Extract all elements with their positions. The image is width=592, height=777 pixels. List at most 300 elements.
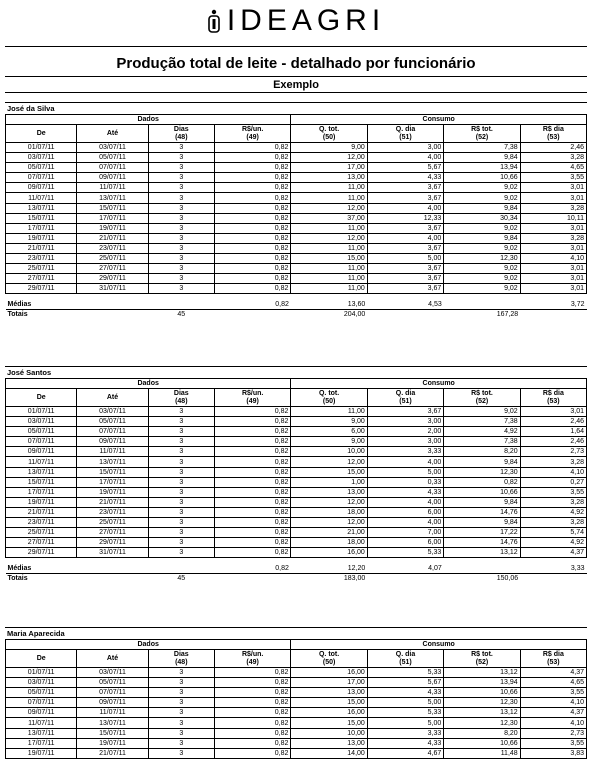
table-cell: 3 [148,254,214,264]
table-cell: 3 [148,538,214,548]
table-cell: 4,00 [367,457,443,467]
medias-rs-dia: 3,72 [520,300,586,310]
employee-name: José Santos [5,366,587,379]
table-cell: 05/07/11 [77,678,148,688]
table-cell: 13,00 [291,738,367,748]
table-cell: 12,30 [444,254,520,264]
table-cell: 25/07/11 [6,528,77,538]
table-row [6,243,587,253]
medias-label: Médias [6,564,77,574]
table-cell: 3 [148,143,214,153]
table-cell: 0,82 [214,254,290,264]
table-cell: 19/07/11 [77,487,148,497]
column-header-label: Q. tot. [318,650,340,658]
table-cell: 0,82 [214,193,290,203]
table-cell: 3 [148,183,214,193]
table-cell: 9,84 [444,203,520,213]
table-cell: 3,55 [520,173,586,183]
table-cell: 5,67 [367,678,443,688]
column-header-rs-un [214,650,290,668]
table-cell: 11,00 [291,274,367,284]
table-cell: 18,00 [291,538,367,548]
table-cell: 21/07/11 [6,507,77,517]
table-cell: 10,11 [520,213,586,223]
table-cell: 11,00 [291,223,367,233]
table-cell: 09/07/11 [77,698,148,708]
table-cell: 3 [148,243,214,253]
column-header-label: Q. tot. [318,125,340,133]
table-cell: 4,92 [520,507,586,517]
table-cell: 9,02 [444,274,520,284]
table-row [6,203,587,213]
table-cell: 03/07/11 [6,417,77,427]
group-header-consumo: Consumo [291,640,587,650]
table-cell: 3 [148,668,214,678]
table-cell: 4,00 [367,153,443,163]
table-cell: 3,67 [367,183,443,193]
empty-cell [444,300,520,310]
table-cell: 3,33 [367,447,443,457]
table-cell: 3 [148,748,214,758]
table-cell: 3,28 [520,233,586,243]
table-cell: 0,82 [214,518,290,528]
table-cell: 19/07/11 [77,738,148,748]
table-row [6,153,587,163]
table-cell: 13/07/11 [77,718,148,728]
table-cell: 21/07/11 [77,748,148,758]
table-row [6,718,587,728]
table-cell: 0,82 [214,153,290,163]
table-cell: 03/07/11 [77,407,148,417]
table-cell: 0,82 [214,173,290,183]
table-cell: 3,28 [520,153,586,163]
table-cell: 0,82 [214,163,290,173]
table-cell: 4,37 [520,668,586,678]
header-logo [0,6,592,38]
table-cell: 0,82 [214,437,290,447]
medias-rs-dia: 3,33 [520,564,586,574]
column-header-label: Q. dia [395,389,416,397]
table-cell: 4,10 [520,718,586,728]
column-header-label: R$ tot. [471,389,493,397]
table-cell: 0,82 [214,688,290,698]
table-cell: 5,67 [367,163,443,173]
table-cell: 5,00 [367,254,443,264]
column-header-ate [77,125,148,143]
table-cell: 13,12 [444,548,520,558]
medias-q-dia: 4,07 [367,564,443,574]
table-cell: 0,82 [214,668,290,678]
table-cell: 3,01 [520,274,586,284]
table-cell: 2,46 [520,417,586,427]
table-row [6,518,587,528]
table-cell: 6,00 [367,507,443,517]
table-cell: 7,38 [444,417,520,427]
table-cell: 0,82 [214,748,290,758]
table-cell: 3,01 [520,407,586,417]
table-cell: 15/07/11 [77,728,148,738]
table-cell: 21/07/11 [6,243,77,253]
table-row [6,407,587,417]
table-cell: 8,20 [444,447,520,457]
table-cell: 11/07/11 [6,457,77,467]
column-header-rs-dia [520,650,586,668]
table-cell: 14,76 [444,507,520,517]
table-cell: 5,33 [367,708,443,718]
medias-row [6,564,587,574]
table-cell: 29/07/11 [77,538,148,548]
table-cell: 11,00 [291,183,367,193]
column-header-code: (50) [322,658,336,666]
table-cell: 11/07/11 [77,447,148,457]
column-header-label: R$ tot. [471,650,493,658]
table-cell: 03/07/11 [6,153,77,163]
empty-cell [77,564,148,574]
table-cell: 17,00 [291,678,367,688]
table-cell: 37,00 [291,213,367,223]
empty-cell [77,574,148,584]
table-cell: 3,67 [367,274,443,284]
column-header-label: R$ dia [542,125,564,133]
column-header-ate [77,650,148,668]
table-cell: 29/07/11 [77,274,148,284]
table-row [6,548,587,558]
table-cell: 0,82 [214,528,290,538]
table-cell: 11/07/11 [77,708,148,718]
totais-q-tot: 204,00 [343,311,366,319]
table-cell: 12,30 [444,718,520,728]
table-cell: 0,82 [214,728,290,738]
table-row [6,427,587,437]
report-subtitle: Exemplo [273,79,319,91]
table-cell: 30,34 [444,213,520,223]
table-cell: 29/07/11 [6,548,77,558]
table-cell: 0,82 [444,477,520,487]
table-cell: 4,33 [367,173,443,183]
column-header-label: R$/un. [241,125,264,133]
column-header-rs-tot [444,389,520,407]
table-cell: 4,10 [520,467,586,477]
table-cell: 9,84 [444,233,520,243]
table-cell: 23/07/11 [6,254,77,264]
table-cell: 13/07/11 [6,728,77,738]
column-header-q-tot [291,650,367,668]
totais-rs-tot: 167,28 [496,311,519,319]
table-cell: 5,00 [367,718,443,728]
table-cell: 2,73 [520,728,586,738]
table-row [6,728,587,738]
table-cell: 3,55 [520,688,586,698]
column-header-q-dia [367,389,443,407]
table-cell: 0,33 [367,477,443,487]
table-cell: 17/07/11 [6,738,77,748]
table-cell: 0,82 [214,233,290,243]
column-header-label: De [36,654,46,662]
employee-name: Maria Aparecida [5,627,587,640]
table-cell: 19/07/11 [6,233,77,243]
table-cell: 03/07/11 [77,668,148,678]
table-cell: 4,67 [367,748,443,758]
table-cell: 0,82 [214,183,290,193]
table-row [6,738,587,748]
table-cell: 0,27 [520,477,586,487]
table-cell: 3 [148,173,214,183]
empty-cell [148,564,214,574]
table-cell: 9,00 [291,437,367,447]
table-cell: 3 [148,407,214,417]
table-cell: 07/07/11 [77,427,148,437]
table-cell: 11,00 [291,407,367,417]
empty-cell [520,574,586,584]
column-header-q-tot [291,125,367,143]
table-cell: 13,94 [444,163,520,173]
table-cell: 3 [148,233,214,243]
table-cell: 3 [148,528,214,538]
table-cell: 3,55 [520,738,586,748]
table-cell: 4,00 [367,497,443,507]
table-cell: 12,00 [291,203,367,213]
table-row [6,467,587,477]
table-row [6,163,587,173]
table-cell: 19/07/11 [77,223,148,233]
empty-cell [77,300,148,310]
table-cell: 7,38 [444,437,520,447]
table-cell: 13/07/11 [77,457,148,467]
table-cell: 0,82 [214,447,290,457]
totais-rs-tot: 150,06 [496,575,519,583]
table-cell: 9,84 [444,153,520,163]
table-cell: 15,00 [291,254,367,264]
table-cell: 5,33 [367,668,443,678]
table-cell: 3 [148,518,214,528]
table-cell: 25/07/11 [77,254,148,264]
column-header-code: (51) [399,133,412,141]
table-cell: 12,33 [367,213,443,223]
table-cell: 4,10 [520,254,586,264]
table-cell: 13,00 [291,173,367,183]
table-cell: 12,00 [291,497,367,507]
table-cell: 4,33 [367,738,443,748]
table-cell: 31/07/11 [77,284,148,294]
table-cell: 18,00 [291,507,367,517]
table-cell: 12,30 [444,698,520,708]
totais-q-tot: 183,00 [343,575,366,583]
table-cell: 03/07/11 [77,143,148,153]
table-cell: 3,00 [367,143,443,153]
table-cell: 3 [148,698,214,708]
column-header-rs-un [214,389,290,407]
table-cell: 21/07/11 [77,497,148,507]
table-cell: 15/07/11 [6,477,77,487]
table-cell: 2,46 [520,143,586,153]
table-cell: 7,38 [444,143,520,153]
employee-section [5,102,587,319]
column-header-label: Até [106,654,119,662]
table-cell: 4,00 [367,233,443,243]
empty-cell [77,310,148,320]
column-header-code: (49) [246,397,259,405]
column-header-de [6,125,77,143]
table-row [6,688,587,698]
column-header-label: De [36,393,46,401]
table-cell: 0,82 [214,678,290,688]
table-cell: 3,67 [367,407,443,417]
table-row [6,668,587,678]
column-header-label: Dias [173,389,189,397]
column-header-label: Q. tot. [318,389,340,397]
table-cell: 23/07/11 [77,507,148,517]
table-cell: 0,82 [214,143,290,153]
column-header-label: Dias [173,125,189,133]
table-cell: 9,00 [291,417,367,427]
table-cell: 3,00 [367,437,443,447]
column-header-label: Q. dia [395,650,416,658]
table-cell: 12,00 [291,518,367,528]
totais-row [6,574,587,584]
medias-label: Médias [6,300,77,310]
column-header-de [6,650,77,668]
table-cell: 6,00 [291,427,367,437]
table-cell: 0,82 [214,708,290,718]
empty-cell [520,310,586,320]
table-cell: 05/07/11 [77,417,148,427]
divider [5,46,587,47]
column-header-label: Até [106,393,119,401]
table-cell: 9,84 [444,497,520,507]
table-cell: 3 [148,457,214,467]
group-header-dados: Dados [6,640,291,650]
column-header-code: (50) [322,133,336,141]
table-cell: 12,30 [444,467,520,477]
table-row [6,457,587,467]
column-header-q-dia [367,650,443,668]
table-cell: 8,20 [444,728,520,738]
table-cell: 13,94 [444,678,520,688]
table-cell: 0,82 [214,487,290,497]
table-cell: 3 [148,718,214,728]
table-cell: 0,82 [214,477,290,487]
table-cell: 0,82 [214,457,290,467]
production-table [5,379,587,583]
table-cell: 10,66 [444,688,520,698]
table-cell: 14,76 [444,538,520,548]
table-cell: 16,00 [291,708,367,718]
column-header-rs-un [214,125,290,143]
table-cell: 3,01 [520,264,586,274]
table-cell: 10,00 [291,728,367,738]
empty-cell [367,310,443,320]
table-cell: 0,82 [214,427,290,437]
table-cell: 09/07/11 [6,447,77,457]
table-cell: 2,46 [520,437,586,447]
table-cell: 2,00 [367,427,443,437]
table-cell: 31/07/11 [77,548,148,558]
column-header-code: (51) [399,397,412,405]
column-header-code: (48) [175,658,188,666]
table-cell: 7,00 [367,528,443,538]
group-header-dados: Dados [6,115,291,125]
table-row [6,173,587,183]
table-cell: 1,64 [520,427,586,437]
table-cell: 27/07/11 [77,528,148,538]
table-row [6,497,587,507]
column-header-label: R$ dia [542,389,564,397]
production-table [5,115,587,319]
totais-dias: 45 [177,575,186,583]
table-cell: 3,33 [367,728,443,738]
employee-section [5,366,587,583]
column-header-rs-dia [520,389,586,407]
column-header-code: (52) [475,133,489,141]
table-cell: 13,00 [291,487,367,497]
table-cell: 3 [148,467,214,477]
column-header-code: (53) [547,658,560,666]
table-cell: 9,02 [444,407,520,417]
table-cell: 2,73 [520,447,586,457]
table-cell: 3,01 [520,193,586,203]
table-cell: 9,02 [444,223,520,233]
table-cell: 4,37 [520,548,586,558]
column-header-label: R$/un. [241,650,264,658]
table-cell: 3 [148,284,214,294]
table-cell: 15/07/11 [6,213,77,223]
table-cell: 3 [148,497,214,507]
table-cell: 15,00 [291,698,367,708]
column-header-label: R$ dia [542,650,564,658]
table-cell: 25/07/11 [6,264,77,274]
table-cell: 15,00 [291,718,367,728]
table-cell: 0,82 [214,407,290,417]
table-cell: 0,82 [214,213,290,223]
table-cell: 11/07/11 [6,193,77,203]
table-row [6,264,587,274]
table-cell: 17,00 [291,163,367,173]
table-row [6,507,587,517]
table-cell: 01/07/11 [6,407,77,417]
table-cell: 3,67 [367,193,443,203]
table-cell: 29/07/11 [6,284,77,294]
column-header-label: Até [106,129,119,137]
table-cell: 9,02 [444,284,520,294]
divider [5,92,587,93]
totais-row [6,310,587,320]
table-row [6,213,587,223]
table-cell: 11,00 [291,243,367,253]
column-header-label: Dias [173,650,189,658]
table-cell: 11,00 [291,193,367,203]
table-cell: 0,82 [214,203,290,213]
table-cell: 1,00 [291,477,367,487]
table-cell: 25/07/11 [77,518,148,528]
column-header-code: (49) [246,658,259,666]
table-cell: 13/07/11 [6,467,77,477]
table-cell: 3 [148,163,214,173]
table-row [6,437,587,447]
table-cell: 16,00 [291,548,367,558]
table-cell: 3 [148,427,214,437]
table-cell: 19/07/11 [6,748,77,758]
table-cell: 21/07/11 [77,233,148,243]
table-cell: 0,82 [214,538,290,548]
column-header-dias [148,125,214,143]
medias-row [6,300,587,310]
table-cell: 05/07/11 [6,688,77,698]
column-header-code: (53) [547,397,560,405]
table-cell: 23/07/11 [6,518,77,528]
group-header-dados: Dados [6,379,291,389]
table-cell: 5,00 [367,698,443,708]
table-cell: 12,00 [291,153,367,163]
